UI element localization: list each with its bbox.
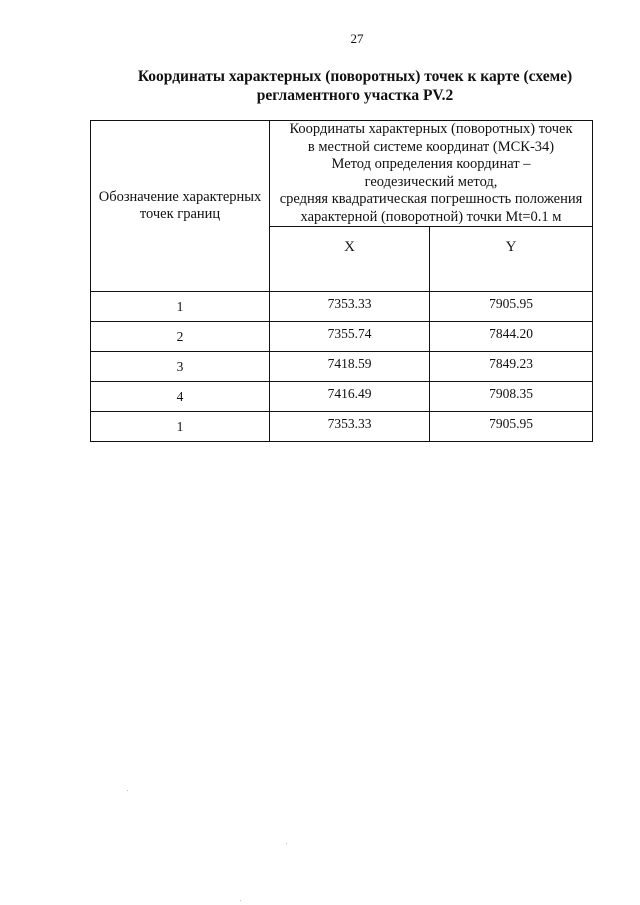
- point-number-cell: 1: [91, 412, 270, 442]
- y-value-cell: 7844.20: [430, 322, 593, 352]
- y-value-cell: 7905.95: [430, 292, 593, 322]
- table-row: [91, 322, 593, 352]
- table-row: [91, 292, 593, 322]
- title-line-2: регламентного участка PV.2: [256, 87, 454, 104]
- point-number-cell: 1: [91, 292, 270, 322]
- x-value-cell: 7355.74: [270, 322, 430, 352]
- header-desc-line: геодезический метод,: [364, 173, 498, 190]
- point-number-cell: 4: [91, 382, 270, 412]
- y-value-cell: 7905.95: [430, 412, 593, 442]
- table-row: [91, 382, 593, 412]
- point-number-cell: 2: [91, 322, 270, 352]
- document-title: [120, 67, 590, 105]
- header-desc-line: средняя квадратическая погрешность положения: [279, 191, 583, 207]
- x-value-cell: 7353.33: [270, 292, 430, 322]
- coordinates-description-header: [270, 121, 593, 227]
- y-axis-header: Y: [430, 227, 593, 292]
- title-line-1: Координаты характерных (поворотных) точек к карте (схеме): [137, 68, 573, 85]
- x-axis-header: X: [270, 227, 430, 292]
- point-number-cell: 3: [91, 352, 270, 382]
- y-value-cell: 7908.35: [430, 382, 593, 412]
- point-designation-header: Обозначение характерных точек границ: [91, 121, 270, 292]
- coordinates-table: [90, 120, 593, 442]
- header-desc-line: Метод определения координат –: [331, 156, 531, 172]
- scan-speck: [240, 900, 241, 901]
- x-value-cell: 7418.59: [270, 352, 430, 382]
- table-row: [91, 352, 593, 382]
- y-value-cell: 7849.23: [430, 352, 593, 382]
- table-header-row: [91, 121, 593, 227]
- header-desc-line: в местной системе координат (МСК-34): [307, 138, 555, 155]
- page-number: 27: [350, 31, 364, 46]
- x-value-cell: 7353.33: [270, 412, 430, 442]
- scan-speck: [127, 790, 128, 791]
- header-desc-line: характерной (поворотной) точки Mt=0.1 м: [300, 208, 562, 225]
- table-row: [91, 412, 593, 442]
- scan-speck: [286, 843, 287, 844]
- header-desc-line: Координаты характерных (поворотных) точек: [289, 121, 573, 137]
- x-value-cell: 7416.49: [270, 382, 430, 412]
